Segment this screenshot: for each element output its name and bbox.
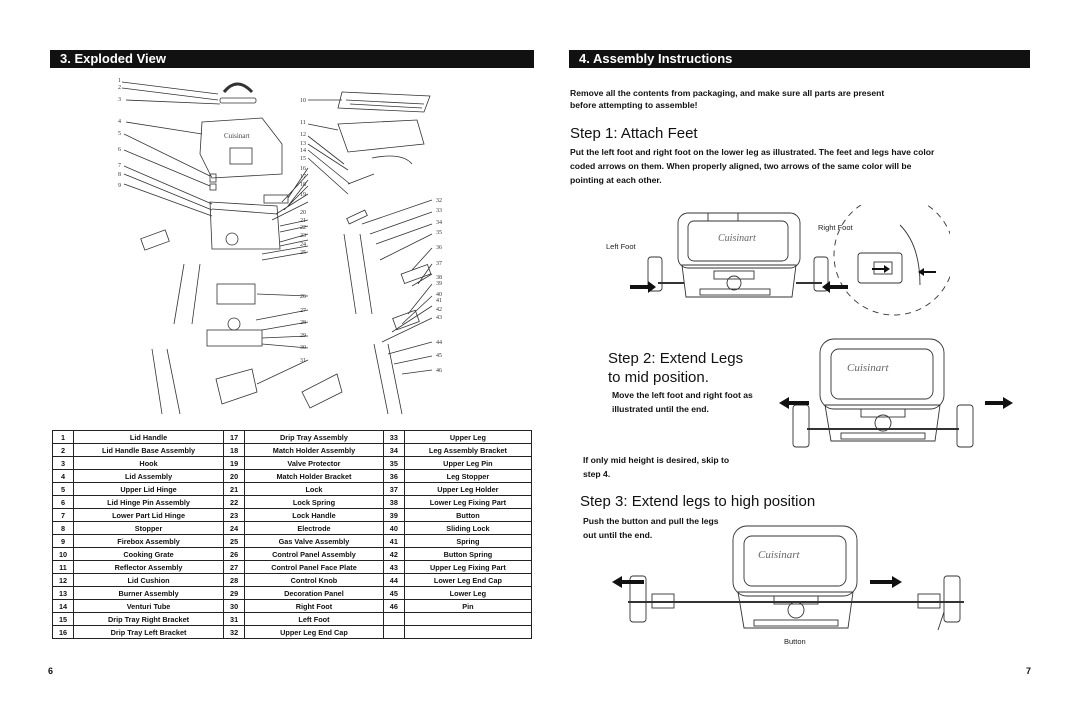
part-name: Button bbox=[404, 509, 531, 522]
part-number: 8 bbox=[53, 522, 74, 535]
parts-row bbox=[53, 574, 532, 587]
callout-19: 19 bbox=[300, 192, 306, 198]
part-number: 9 bbox=[53, 535, 74, 548]
callout-5: 5 bbox=[118, 131, 121, 137]
callout-1: 1 bbox=[118, 78, 121, 84]
part-number: 27 bbox=[224, 561, 245, 574]
callout-45: 45 bbox=[436, 353, 442, 359]
part-name: Drip Tray Assembly bbox=[245, 431, 384, 444]
part-number: 2 bbox=[53, 444, 74, 457]
callout-34: 34 bbox=[436, 220, 442, 226]
parts-row bbox=[53, 496, 532, 509]
callout-41: 41 bbox=[436, 298, 442, 304]
part-name: Stopper bbox=[74, 522, 224, 535]
callout-44: 44 bbox=[436, 340, 442, 346]
callout-3: 3 bbox=[118, 97, 121, 103]
part-name: Firebox Assembly bbox=[74, 535, 224, 548]
part-number bbox=[383, 626, 404, 639]
part-name: Spring bbox=[404, 535, 531, 548]
part-name: Hook bbox=[74, 457, 224, 470]
part-number: 45 bbox=[383, 587, 404, 600]
part-number: 22 bbox=[224, 496, 245, 509]
part-name: Reflector Assembly bbox=[74, 561, 224, 574]
part-name: Lower Leg bbox=[404, 587, 531, 600]
part-number: 32 bbox=[224, 626, 245, 639]
part-number: 21 bbox=[224, 483, 245, 496]
callout-4: 4 bbox=[118, 119, 121, 125]
part-number: 5 bbox=[53, 483, 74, 496]
part-name bbox=[404, 626, 531, 639]
part-number: 1 bbox=[53, 431, 74, 444]
step1-right-foot-label: Right Foot bbox=[818, 223, 853, 232]
parts-row bbox=[53, 444, 532, 457]
parts-list-table bbox=[52, 430, 532, 639]
part-name bbox=[404, 613, 531, 626]
part-name: Left Foot bbox=[245, 613, 384, 626]
parts-row bbox=[53, 561, 532, 574]
part-number: 17 bbox=[224, 431, 245, 444]
step3-illustration bbox=[608, 520, 988, 650]
part-name: Lock Handle bbox=[245, 509, 384, 522]
part-number: 13 bbox=[53, 587, 74, 600]
part-name: Control Knob bbox=[245, 574, 384, 587]
step1-body: Put the left foot and right foot on the lower leg as illustrated. The feet and legs have color coded arrows on them. When properly aligned, two arrows of the same color will be pointing at each other. bbox=[570, 147, 935, 185]
part-number: 34 bbox=[383, 444, 404, 457]
parts-row bbox=[53, 613, 532, 626]
part-number: 44 bbox=[383, 574, 404, 587]
part-number: 30 bbox=[224, 600, 245, 613]
part-name: Upper Leg bbox=[404, 431, 531, 444]
parts-row bbox=[53, 600, 532, 613]
exploded-view-header: 3. Exploded View bbox=[50, 50, 534, 68]
part-name: Lid Handle Base Assembly bbox=[74, 444, 224, 457]
part-name: Decoration Panel bbox=[245, 587, 384, 600]
part-name: Burner Assembly bbox=[74, 587, 224, 600]
callout-30: 30 bbox=[300, 345, 306, 351]
callout-46: 46 bbox=[436, 368, 442, 374]
part-name: Upper Leg Fixing Part bbox=[404, 561, 531, 574]
part-number: 36 bbox=[383, 470, 404, 483]
part-name: Upper Leg End Cap bbox=[245, 626, 384, 639]
step3-button-label: Button bbox=[784, 637, 806, 646]
callout-24: 24 bbox=[300, 242, 306, 248]
parts-row bbox=[53, 587, 532, 600]
part-name: Lock bbox=[245, 483, 384, 496]
callout-9: 9 bbox=[118, 183, 121, 189]
callout-35: 35 bbox=[436, 230, 442, 236]
part-number: 23 bbox=[224, 509, 245, 522]
callout-2: 2 bbox=[118, 85, 121, 91]
step3-body: Push the button and pull the legs out until the end. bbox=[583, 516, 719, 540]
part-name: Leg Stopper bbox=[404, 470, 531, 483]
exploded-view-diagram bbox=[112, 74, 457, 426]
step3-brand: Cuisinart bbox=[758, 549, 800, 561]
part-name: Lower Part Lid Hinge bbox=[74, 509, 224, 522]
parts-row bbox=[53, 535, 532, 548]
part-number: 14 bbox=[53, 600, 74, 613]
step2-brand: Cuisinart bbox=[847, 362, 889, 374]
callout-32: 32 bbox=[436, 198, 442, 204]
step1-title: Step 1: Attach Feet bbox=[570, 125, 698, 142]
callout-25: 25 bbox=[300, 250, 306, 256]
callout-11: 11 bbox=[300, 120, 306, 126]
parts-row bbox=[53, 470, 532, 483]
part-name: Upper Leg Holder bbox=[404, 483, 531, 496]
parts-row bbox=[53, 483, 532, 496]
part-name: Sliding Lock bbox=[404, 522, 531, 535]
part-number: 33 bbox=[383, 431, 404, 444]
part-name: Match Holder Bracket bbox=[245, 470, 384, 483]
part-number: 12 bbox=[53, 574, 74, 587]
callout-15: 15 bbox=[300, 156, 306, 162]
parts-row bbox=[53, 457, 532, 470]
parts-row bbox=[53, 522, 532, 535]
part-name: Lower Leg Fixing Part bbox=[404, 496, 531, 509]
part-number: 20 bbox=[224, 470, 245, 483]
part-number: 6 bbox=[53, 496, 74, 509]
callout-21: 21 bbox=[300, 218, 306, 224]
part-number: 41 bbox=[383, 535, 404, 548]
parts-row bbox=[53, 431, 532, 444]
callout-18: 18 bbox=[300, 182, 306, 188]
step2-title-line2: to mid position. bbox=[608, 369, 709, 386]
callout-33: 33 bbox=[436, 208, 442, 214]
part-name: Gas Valve Assembly bbox=[245, 535, 384, 548]
callout-38: 38 bbox=[436, 275, 442, 281]
callout-36: 36 bbox=[436, 245, 442, 251]
part-name: Lid Hinge Pin Assembly bbox=[74, 496, 224, 509]
part-number bbox=[383, 613, 404, 626]
callout-40: 40 bbox=[436, 292, 442, 298]
page-number-left: 6 bbox=[48, 666, 54, 676]
part-name: Pin bbox=[404, 600, 531, 613]
part-name: Upper Lid Hinge bbox=[74, 483, 224, 496]
callout-42: 42 bbox=[436, 307, 442, 313]
step1-illustration bbox=[600, 205, 950, 320]
parts-row bbox=[53, 626, 532, 639]
part-name: Drip Tray Right Bracket bbox=[74, 613, 224, 626]
part-name: Cooking Grate bbox=[74, 548, 224, 561]
part-name: Lid Cushion bbox=[74, 574, 224, 587]
part-name: Button Spring bbox=[404, 548, 531, 561]
callout-26: 26 bbox=[300, 294, 306, 300]
part-name: Drip Tray Left Bracket bbox=[74, 626, 224, 639]
callout-23: 23 bbox=[300, 233, 306, 239]
part-name: Control Panel Assembly bbox=[245, 548, 384, 561]
callout-39: 39 bbox=[436, 281, 442, 287]
part-number: 29 bbox=[224, 587, 245, 600]
part-name: Lower Leg End Cap bbox=[404, 574, 531, 587]
callout-29: 29 bbox=[300, 333, 306, 339]
part-number: 25 bbox=[224, 535, 245, 548]
callout-6: 6 bbox=[118, 147, 121, 153]
page-number-right: 7 bbox=[1026, 666, 1032, 676]
part-number: 28 bbox=[224, 574, 245, 587]
step1-left-foot-label: Left Foot bbox=[606, 242, 636, 251]
part-number: 42 bbox=[383, 548, 404, 561]
part-name: Valve Protector bbox=[245, 457, 384, 470]
step2-body: Move the left foot and right foot as illustrated until the end. bbox=[612, 390, 753, 414]
callout-10: 10 bbox=[300, 98, 306, 104]
part-name: Venturi Tube bbox=[74, 600, 224, 613]
part-number: 46 bbox=[383, 600, 404, 613]
part-number: 15 bbox=[53, 613, 74, 626]
part-name: Leg Assembly Bracket bbox=[404, 444, 531, 457]
part-number: 10 bbox=[53, 548, 74, 561]
callout-43: 43 bbox=[436, 315, 442, 321]
callout-37: 37 bbox=[436, 261, 442, 267]
part-number: 4 bbox=[53, 470, 74, 483]
callout-16: 16 bbox=[300, 166, 306, 172]
part-number: 40 bbox=[383, 522, 404, 535]
part-number: 3 bbox=[53, 457, 74, 470]
svg-text:Cuisinart: Cuisinart bbox=[224, 132, 250, 140]
callout-31: 31 bbox=[300, 358, 306, 364]
part-name: Upper Leg Pin bbox=[404, 457, 531, 470]
step2-illustration bbox=[775, 335, 1015, 455]
parts-row bbox=[53, 509, 532, 522]
callout-12: 12 bbox=[300, 132, 306, 138]
callout-20: 20 bbox=[300, 210, 306, 216]
part-number: 37 bbox=[383, 483, 404, 496]
part-number: 26 bbox=[224, 548, 245, 561]
part-name: Control Panel Face Plate bbox=[245, 561, 384, 574]
part-number: 24 bbox=[224, 522, 245, 535]
part-name: Match Holder Assembly bbox=[245, 444, 384, 457]
part-number: 7 bbox=[53, 509, 74, 522]
part-number: 43 bbox=[383, 561, 404, 574]
callout-17: 17 bbox=[300, 174, 306, 180]
part-name: Lid Assembly bbox=[74, 470, 224, 483]
part-number: 39 bbox=[383, 509, 404, 522]
parts-row bbox=[53, 548, 532, 561]
intro-text: Remove all the contents from packaging, and make sure all parts are present before attempting to assemble! bbox=[570, 88, 885, 110]
part-number: 11 bbox=[53, 561, 74, 574]
part-number: 19 bbox=[224, 457, 245, 470]
callout-22: 22 bbox=[300, 225, 306, 231]
callout-7: 7 bbox=[118, 163, 121, 169]
part-number: 18 bbox=[224, 444, 245, 457]
callout-28: 28 bbox=[300, 320, 306, 326]
callout-13: 13 bbox=[300, 141, 306, 147]
part-name: Electrode bbox=[245, 522, 384, 535]
part-number: 31 bbox=[224, 613, 245, 626]
step3-title: Step 3: Extend legs to high position bbox=[580, 493, 816, 510]
step2-note: If only mid height is desired, skip to step 4. bbox=[583, 455, 730, 479]
part-number: 35 bbox=[383, 457, 404, 470]
step1-brand: Cuisinart bbox=[718, 233, 756, 244]
part-name: Lid Handle bbox=[74, 431, 224, 444]
part-name: Lock Spring bbox=[245, 496, 384, 509]
part-number: 38 bbox=[383, 496, 404, 509]
callout-8: 8 bbox=[118, 172, 121, 178]
part-name: Right Foot bbox=[245, 600, 384, 613]
callout-14: 14 bbox=[300, 148, 306, 154]
part-number: 16 bbox=[53, 626, 74, 639]
callout-27: 27 bbox=[300, 308, 306, 314]
step2-title-line1: Step 2: Extend Legs bbox=[608, 350, 744, 367]
assembly-instructions-header: 4. Assembly Instructions bbox=[569, 50, 1030, 68]
